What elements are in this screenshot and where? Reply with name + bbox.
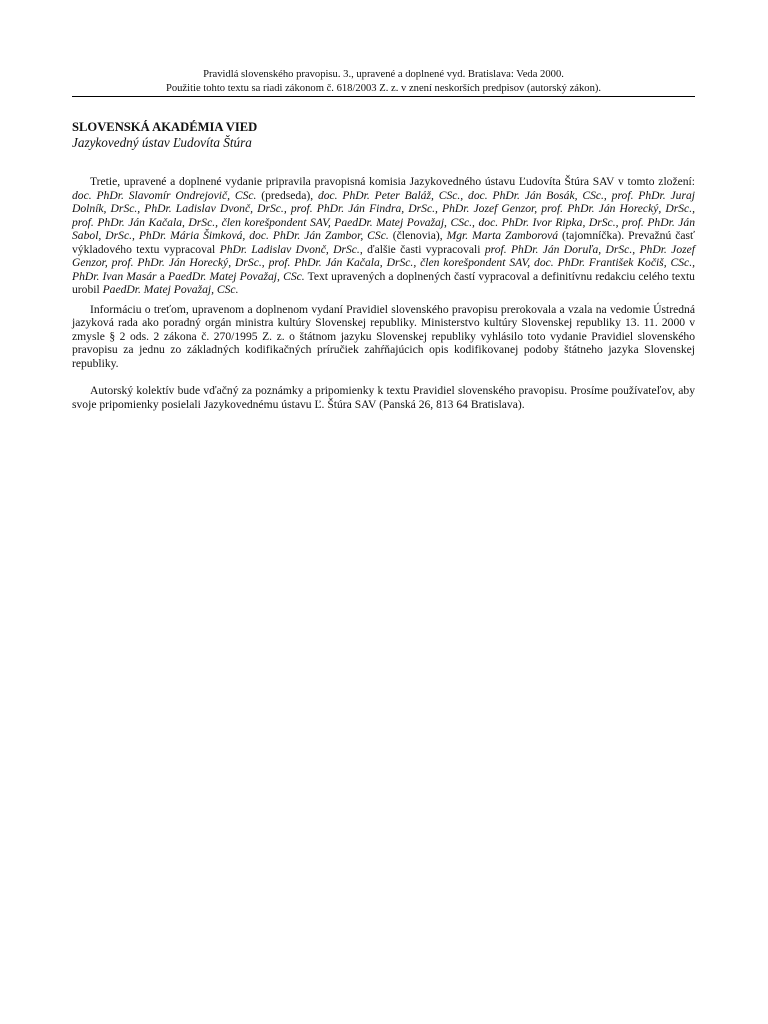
- paragraph-approval: Informáciu o treťom, upravenom a doplnenom vydaní Pravidiel slovenského pravopisu prerokovala a vzala na vedomie Ústredná jazyková rada ako poradný orgán ministra kultúry Slovenskej republiky. Ministerstvo kultúry Slovenskej republiky 13. 11. 2000 v zmysle § 2 ods. 2 zákona č. 270/1995 Z. z. o štátnom jazyku Slovenskej republiky vyhlásilo toto vydanie Pravidiel slovenského pravopisu za jednu zo základných kodifikačných príručiek zahŕňajúcich opis kodifikovanej podoby štátneho jazyka Slovenskej republiky.: [72, 302, 695, 370]
- header-citation: Pravidlá slovenského pravopisu. 3., upravené a doplnené vyd. Bratislava: Veda 2000.: [203, 69, 564, 80]
- p1-text: Tretie, upravené a doplnené vydanie pripravila pravopisná komisia Jazykovedného ústavu Ľudovíta Štúra SAV v tomto zložení:: [90, 175, 695, 188]
- p1-co-author-name: PaedDr. Matej Považaj, CSc.: [168, 269, 305, 283]
- header-copyright-notice: Použitie tohto textu sa riadi zákonom č. 618/2003 Z. z. v znení neskorších predpisov (autorský zákon).: [165, 83, 602, 94]
- p1-secretary-name: Mgr. Marta Zamborová: [446, 229, 559, 242]
- p1-text: (tajomníčka). Prevažnú časť výkladového textu vypracoval: [72, 229, 695, 256]
- p1-text: , ďalšie časti vypracovali: [359, 242, 485, 256]
- institute-name: Jazykovedný ústav Ľudovíta Štúra: [72, 135, 252, 150]
- p1-text: (členovia),: [388, 229, 447, 242]
- organization-block: [72, 119, 695, 151]
- p1-main-author-name: PhDr. Ladislav Dvonč, DrSc.: [219, 242, 360, 256]
- academy-name: SLOVENSKÁ AKADÉMIA VIED: [72, 120, 258, 134]
- p1-members-names: doc. PhDr. Peter Baláž, CSc., doc. PhDr. Ján Bosák, CSc., prof. PhDr. Juraj Dolník, DrSc., PhDr. Ladislav Dvonč, DrSc., prof. PhDr. Ján Findra, DrSc., PhDr. Jozef Genzor, prof. PhDr. Ján Horecký, DrSc., prof. PhDr. Ján Kačala, DrSc., člen korešpondent SAV, PaedDr. Matej Považaj, CSc., doc. PhDr. Ivor Ripka, DrSc., prof. PhDr. Ján Sabol, DrSc., PhDr. Mária Šimková, doc. PhDr. Ján Zambor, CSc.: [72, 188, 695, 242]
- p1-text: a: [156, 269, 169, 283]
- p1-co-authors-names: prof. PhDr. Ján Doruľa, DrSc., PhDr. Jozef Genzor, prof. PhDr. Ján Horecký, DrSc., prof. PhDr. Ján Kačala, DrSc., člen korešpondent SAV, doc. PhDr. František Kočiš, CSc., PhDr. Ivan Masár: [72, 242, 695, 283]
- paragraph-editorial-committee: [72, 175, 695, 297]
- body-text: [72, 175, 695, 411]
- p1-editor-name: PaedDr. Matej Považaj, CSc.: [102, 283, 239, 296]
- p1-chair-name: doc. PhDr. Slavomír Ondrejovič, CSc.: [72, 188, 257, 202]
- p1-text: Text upravených a doplnených častí vypracoval a definitívnu redakciu celého textu urobil: [72, 269, 695, 296]
- p1-text: (predseda),: [256, 188, 318, 202]
- page-header: [72, 68, 695, 96]
- paragraph-feedback: Autorský kolektív bude vďačný za poznámky a pripomienky k textu Pravidiel slovenského pravopisu. Prosíme používateľov, aby svoje pripomienky posielali Jazykovednému ústavu Ľ. Štúra SAV (Panská 26, 813 64 Bratislava).: [72, 384, 695, 411]
- header-divider: [72, 96, 695, 97]
